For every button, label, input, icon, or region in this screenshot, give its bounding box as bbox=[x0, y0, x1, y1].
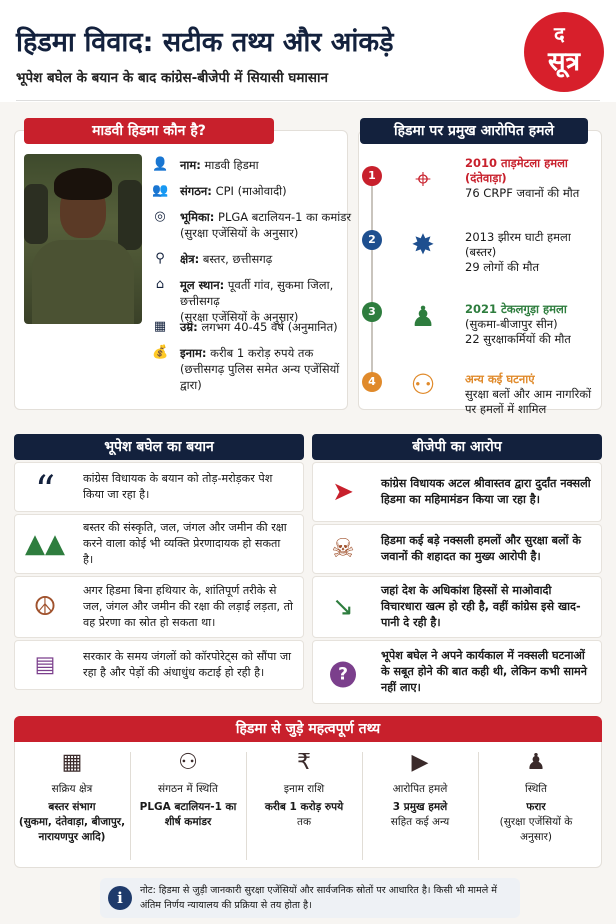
attack-item-3: 2021 टेकलगुड़ा हमला (सुकमा-बीजापुर सीन) 22 सुरक्षाकर्मियों की मौत bbox=[465, 302, 571, 346]
timeline-line bbox=[371, 176, 373, 386]
fact-attacks: ▶ आरोपित हमले 3 प्रमुख हमले सहित कई अन्य bbox=[362, 738, 478, 862]
note-text: नोट: हिडमा से जुड़ी जानकारी सुरक्षा एजेंसियों और सार्वजनिक स्रोतों पर आधारित है। किसी भी मामले में अंतिम निर्णय न्यायालय की प्रक्रिया से तय होता है। bbox=[140, 885, 498, 911]
page-subtitle: भूपेश बघेल के बयान के बाद कांग्रेस-बीजेपी में सियासी घमासान bbox=[16, 70, 329, 86]
logo-top-text: द bbox=[554, 22, 565, 46]
attack-item-2: 2013 झीरम घाटी हमला (बस्तर) 29 लोगों की मौत bbox=[465, 230, 571, 274]
bjp-heading: बीजेपी का आरोप bbox=[312, 434, 602, 460]
attack-number: 2 bbox=[362, 230, 382, 250]
peace-icon: ☮ bbox=[33, 592, 57, 622]
group-icon: 👥 bbox=[152, 183, 169, 198]
page-title: हिडमा विवाद: सटीक तथ्य और आंकड़े bbox=[16, 27, 394, 58]
attack-number: 1 bbox=[362, 166, 382, 186]
attack-number: 4 bbox=[362, 372, 382, 392]
bjp-allegation-1: ➤ कांग्रेस विधायक अटल श्रीवास्तव द्वारा दुर्दांत नक्सली हिडमा का महिमामंडन किया जा रहा है। bbox=[312, 462, 602, 522]
money-bag-icon: 💰 bbox=[152, 345, 169, 360]
info-icon: i bbox=[108, 886, 132, 910]
brand-logo bbox=[524, 12, 604, 92]
target-icon: ◎ bbox=[154, 209, 166, 224]
factory-icon: ▤ bbox=[34, 652, 56, 678]
attack-item-4: अन्य कई घटनाएं सुरक्षा बलों और आम नागरिकों पर हमलों में शामिल bbox=[465, 372, 592, 416]
person-icon: 👤 bbox=[152, 157, 169, 172]
megaphone-icon: ➤ bbox=[332, 477, 354, 507]
fact-reward: ₹ इनाम राशि करीब 1 करोड़ रुपये तक bbox=[246, 738, 362, 862]
attacks-heading: हिडमा पर प्रमुख आरोपित हमले bbox=[360, 118, 588, 144]
disclaimer-note bbox=[100, 878, 520, 918]
baghel-statement-1: “ कांग्रेस विधायक के बयान को तोड़-मरोड़कर पेश किया जा रहा है। bbox=[14, 462, 304, 512]
page-header bbox=[0, 0, 616, 102]
skull-icon: ☠ bbox=[331, 534, 355, 564]
fact-active-area: ▦ सक्रिय क्षेत्र बस्तर संभाग (सुकमा, दंतेवाड़ा, बीजापुर, नारायणपुर आदि) bbox=[14, 738, 130, 862]
calendar-grid-icon: ▦ bbox=[61, 750, 83, 775]
facts-heading: हिडमा से जुड़े महत्वपूर्ण तथ्य bbox=[14, 716, 602, 742]
money-bag-icon: ₹ bbox=[297, 750, 311, 775]
baghel-heading: भूपेश बघेल का बयान bbox=[14, 434, 304, 460]
profile-heading: माडवी हिडमा कौन है? bbox=[24, 118, 274, 144]
people-icon: ⚇ bbox=[410, 368, 436, 401]
crosshair-icon: ⌖ bbox=[415, 162, 431, 195]
bjp-allegation-2: ☠ हिडमा कई बड़े नक्सली हमलों और सुरक्षा बलों के जवानों की शहादत का मुख्य आरोपी है। bbox=[312, 524, 602, 574]
header-divider bbox=[16, 100, 600, 101]
home-icon: ⌂ bbox=[155, 277, 165, 292]
bjp-allegation-4: ? भूपेश बघेल ने अपने कार्यकाल में नक्सली घटनाओं के सबूत होने की बात कही थी, लेकिन कभी सामने नहीं लाए। bbox=[312, 640, 602, 704]
baghel-statement-3: ☮ अगर हिडमा बिना हथियार के, शांतिपूर्ण तरीके से जल, जंगल और जमीन की रक्षा की लड़ाई लड़ता, तो वह प्रेरणा का स्रोत हो सकता था। bbox=[14, 576, 304, 638]
bjp-allegation-3: ↘ जहां देश के अधिकांश हिस्सों से माओवादी विचारधारा खत्म हो रही है, वहीं कांग्रेस इसे खाद-पानी दे रही है। bbox=[312, 576, 602, 638]
calendar-icon: ▦ bbox=[153, 319, 167, 334]
fact-status: ♟ स्थिति फरार (सुरक्षा एजेंसियों के अनुसार) bbox=[478, 738, 594, 862]
fact-org-position: ⚇ संगठन में स्थिति PLGA बटालियन-1 का शीर्ष कमांडर bbox=[130, 738, 246, 862]
baghel-statement-4: ▤ सरकार के समय जंगलों को कॉरपोरेट्स को सौंपा जा रहा है और पेड़ों की अंधाधुंध कटाई हो रही है। bbox=[14, 640, 304, 690]
person-icon: ♟ bbox=[526, 750, 546, 775]
attack-number: 3 bbox=[362, 302, 382, 322]
hidma-photo bbox=[24, 154, 142, 324]
group-icon: ⚇ bbox=[178, 750, 198, 775]
gun-icon: ▶ bbox=[411, 750, 429, 775]
decline-chart-icon: ↘ bbox=[332, 592, 354, 622]
attack-item-1: 2010 ताड़मेटला हमला (दंतेवाड़ा) 76 CRPF जवानों की मौत bbox=[465, 156, 580, 200]
trees-icon: ▲▲ bbox=[25, 529, 65, 559]
baghel-statement-2: ▲▲ बस्तर की संस्कृति, जल, जंगल और जमीन की रक्षा करने वाला कोई भी व्यक्ति प्रेरणादायक हो सकता है। bbox=[14, 514, 304, 574]
location-icon: ⚲ bbox=[155, 251, 165, 266]
quote-icon: “ bbox=[34, 467, 56, 514]
explosion-icon: ✸ bbox=[411, 228, 435, 261]
question-icon: ? bbox=[323, 657, 363, 688]
logo-main-text: सूत्र bbox=[548, 47, 580, 77]
soldier-icon: ♟ bbox=[410, 300, 436, 333]
